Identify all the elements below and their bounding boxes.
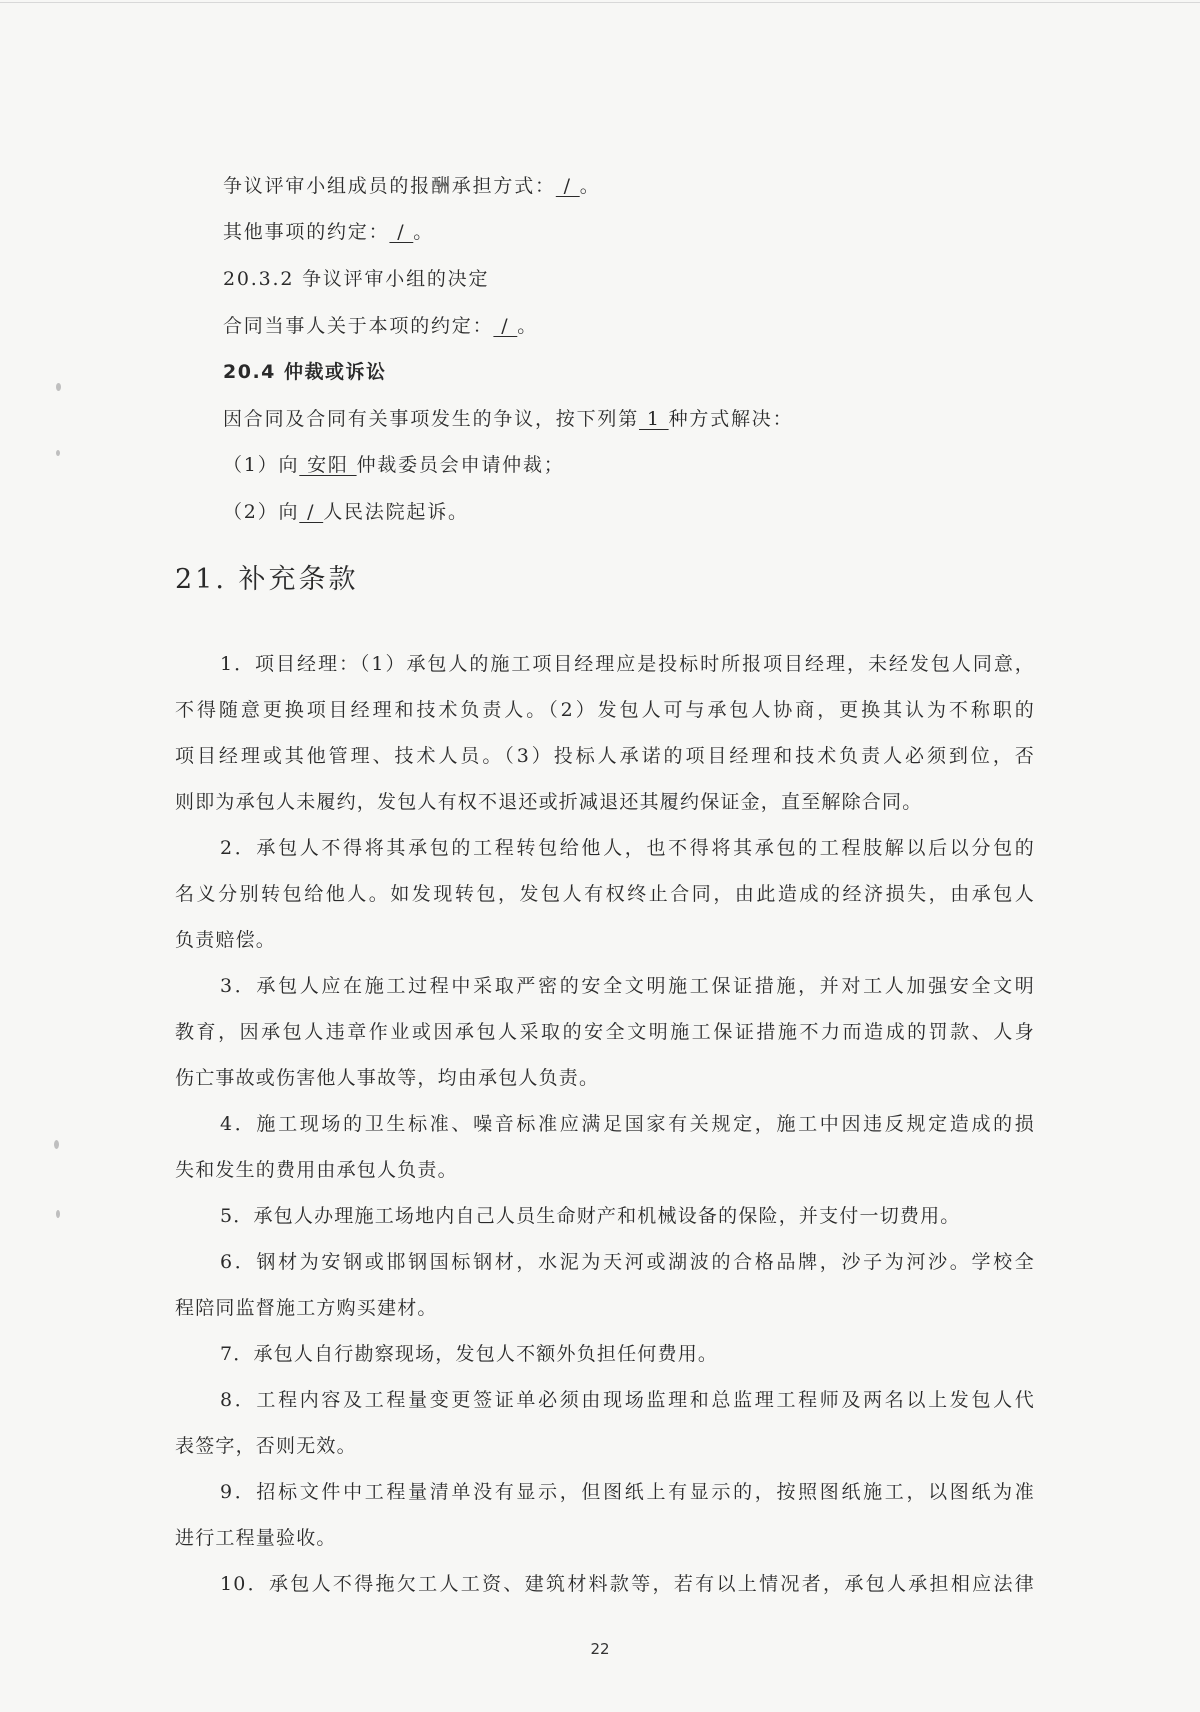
scan-speck bbox=[56, 1210, 60, 1218]
clause-line: 2．承包人不得将其承包的工程转包给他人，也不得将其承包的工程肢解以后以分包的 bbox=[220, 837, 1035, 859]
clause-line: 项目经理或其他管理、技术人员。（3）投标人承诺的项目经理和技术负责人必须到位，否 bbox=[175, 745, 1035, 767]
other-matters-line bbox=[223, 219, 434, 245]
clause-line: 表签字，否则无效。 bbox=[175, 1435, 357, 1457]
clause-line: 3．承包人应在施工过程中采取严密的安全文明施工保证措施，并对工人加强安全文明 bbox=[220, 975, 1035, 997]
scan-speck bbox=[54, 1140, 59, 1149]
clause-line: 7．承包人自行勘察现场，发包人不额外负担任何费用。 bbox=[220, 1343, 719, 1365]
clause-line: 负责赔偿。 bbox=[175, 929, 277, 951]
subclause-heading: 20.3.2 争议评审小组的决定 bbox=[223, 268, 490, 290]
line-text: （2）向 bbox=[223, 501, 300, 523]
line-text: 因合同及合同有关事项发生的争议，按下列第 bbox=[223, 408, 640, 430]
line-text: 合同当事人关于本项的约定： bbox=[223, 315, 494, 337]
scan-edge-line bbox=[0, 2, 1200, 3]
clause-line: 4．施工现场的卫生标准、噪音标准应满足国家有关规定，施工中因违反规定造成的损 bbox=[220, 1113, 1035, 1135]
clause-line: 不得随意更换项目经理和技术负责人。（2）发包人可与承包人协商，更换其认为不称职的 bbox=[175, 699, 1035, 721]
fill-blank: / bbox=[389, 221, 414, 243]
line-text: 其他事项的约定： bbox=[223, 221, 390, 243]
line-text: 仲裁委员会申请仲裁； bbox=[356, 454, 565, 476]
line-text: 。 bbox=[579, 175, 601, 197]
clause-line: 1．项目经理：（1）承包人的施工项目经理应是投标时所报项目经理，未经发包人同意， bbox=[220, 653, 1035, 675]
section-title: 21. 补充条款 bbox=[175, 564, 359, 595]
fill-blank: / bbox=[299, 501, 324, 523]
fill-blank: / bbox=[493, 315, 518, 337]
line-text: 种方式解决： bbox=[668, 408, 794, 430]
line-text: 。 bbox=[517, 315, 539, 337]
line-text: 争议评审小组成员的报酬承担方式： bbox=[223, 175, 556, 197]
scan-speck bbox=[56, 450, 60, 456]
court-option-line bbox=[223, 499, 469, 525]
parties-agreement-line bbox=[223, 313, 538, 339]
clause-line: 5．承包人办理施工场地内自己人员生命财产和机械设备的保险，并支付一切费用。 bbox=[220, 1205, 961, 1227]
scan-speck bbox=[56, 383, 61, 391]
fill-blank: 1 bbox=[639, 408, 669, 430]
dispute-method-line bbox=[223, 406, 793, 432]
clause-line: 进行工程量验收。 bbox=[175, 1527, 337, 1549]
line-text: 。 bbox=[413, 221, 435, 243]
line-text: 人民法院起诉。 bbox=[323, 501, 469, 523]
clause-line: 9．招标文件中工程量清单没有显示，但图纸上有显示的，按照图纸施工，以图纸为准 bbox=[220, 1481, 1035, 1503]
clause-line: 失和发生的费用由承包人负责。 bbox=[175, 1159, 458, 1181]
clause-line: 教育，因承包人违章作业或因承包人采取的安全文明施工保证措施不力而造成的罚款、人身 bbox=[175, 1021, 1035, 1043]
arbitration-option-line bbox=[223, 452, 565, 478]
page-number: 22 bbox=[590, 1640, 610, 1658]
clause-line: 则即为承包人未履约，发包人有权不退还或折减退还其履约保证金，直至解除合同。 bbox=[175, 791, 923, 813]
clause-line: 伤亡事故或伤害他人事故等，均由承包人负责。 bbox=[175, 1067, 600, 1089]
clause-line: 名义分别转包给他人。如发现转包，发包人有权终止合同，由此造成的经济损失，由承包人 bbox=[175, 883, 1035, 905]
line-text: （1）向 bbox=[223, 454, 300, 476]
fill-blank: 安阳 bbox=[299, 454, 357, 476]
dispute-panel-fee-line bbox=[223, 173, 601, 199]
arbitration-heading: 20.4 仲裁或诉讼 bbox=[223, 361, 387, 383]
clause-line: 10．承包人不得拖欠工人工资、建筑材料款等，若有以上情况者，承包人承担相应法律 bbox=[220, 1573, 1035, 1595]
fill-blank: / bbox=[555, 175, 580, 197]
clause-line: 8．工程内容及工程量变更签证单必须由现场监理和总监理工程师及两名以上发包人代 bbox=[220, 1389, 1035, 1411]
clause-line: 程陪同监督施工方购买建材。 bbox=[175, 1297, 438, 1319]
clause-line: 6．钢材为安钢或邯钢国标钢材，水泥为天河或湖波的合格品牌，沙子为河沙。学校全 bbox=[220, 1251, 1035, 1273]
